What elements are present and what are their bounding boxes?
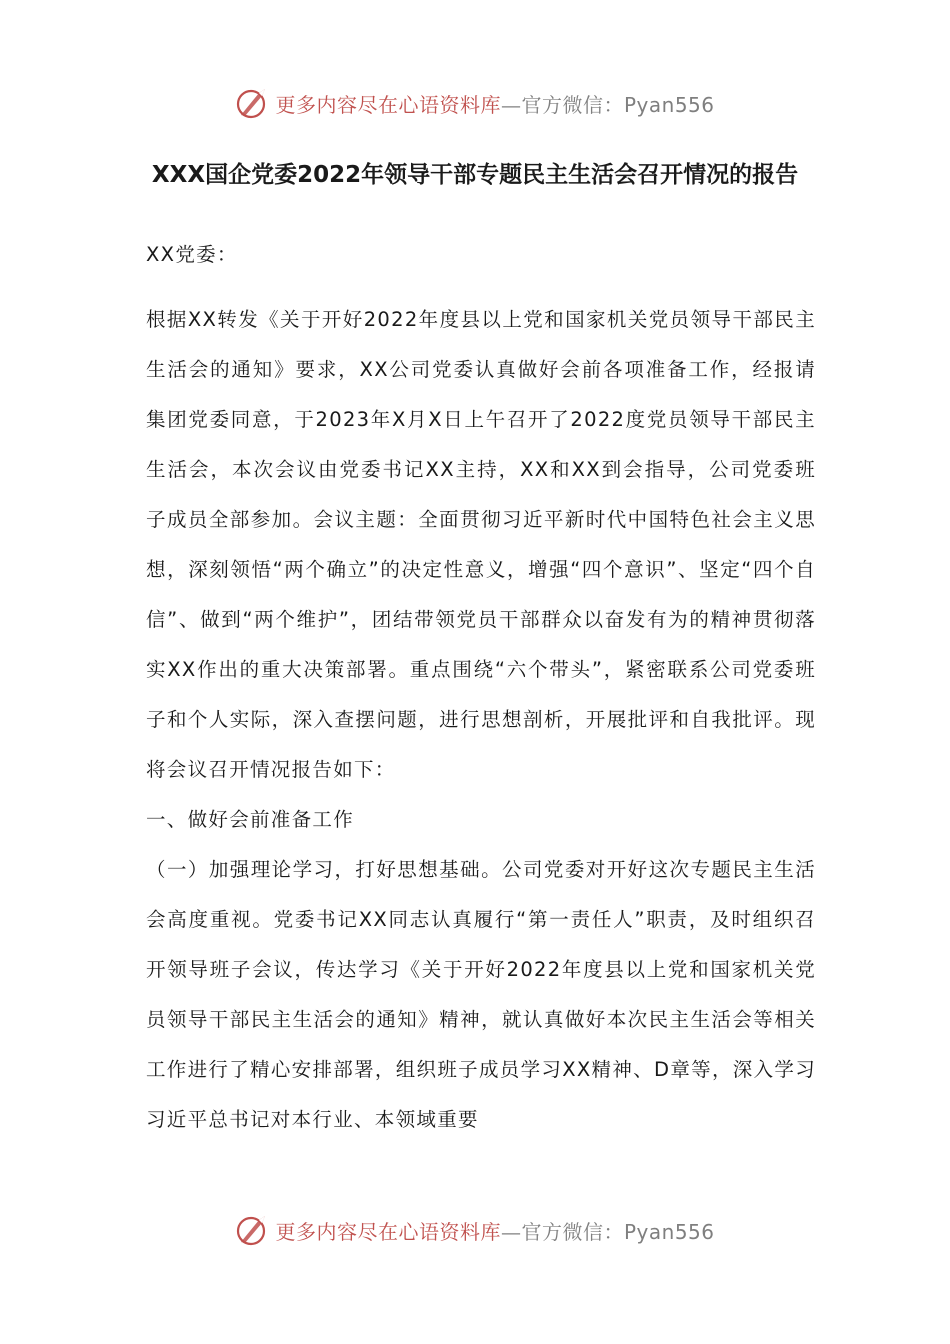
watermark-banner-top (0, 83, 950, 123)
section-heading: 一、做好会前准备工作 (146, 808, 355, 831)
paragraph: 根据XX转发《关于开好2022年度县以上党和国家机关党员领导干部民主生活会的通知》要求，XX公司党委认真做好会前各项准备工作，经报请集团党委同意，于2023年X月X日上午召开了2022度党员领导干部民主生活会，本次会议由党委书记XX主持，XX和XX到会指导，公司党委班子成员全部参加。会议主题：全面贯彻习近平新时代中国特色社会主义思想，深刻领悟“两个确立”的决定性意义，增强“四个意识”、坚定“四个自信”、做到“两个维护”，团结带领党员干部群众以奋发有为的精神贯彻落实XX作出的重大决策部署。重点围绕“六个带头”，紧密联系公司党委班子和个人实际，深入查摆问题，进行思想剖析，开展批评和自我批评。现将会议召开情况报告如下： (146, 308, 816, 781)
watermark-text: 更多内容尽在心语资料库—官方微信：Pyan556 (275, 92, 715, 117)
salutation: XX党委： (146, 243, 238, 266)
watermark-banner-bottom (0, 1210, 950, 1250)
pen-nib-circle-icon (235, 1212, 271, 1248)
pen-nib-circle-icon (235, 85, 271, 121)
document-title: XXX国企党委2022年领导干部专题民主生活会召开情况的报告 (151, 162, 799, 188)
watermark-text: 更多内容尽在心语资料库—官方微信：Pyan556 (275, 1219, 715, 1244)
paragraph: （一）加强理论学习，打好思想基础。公司党委对开好这次专题民主生活会高度重视。党委书记XX同志认真履行“第一责任人”职责，及时组织召开领导班子会议，传达学习《关于开好2022年度县以上党和国家机关党员领导干部民主生活会的通知》精神，就认真做好本次民主生活会等相关工作进行了精心安排部署，组织班子成员学习XX精神、D章等，深入学习习近平总书记对本行业、本领域重要 (146, 858, 816, 1131)
document-body (146, 295, 816, 1145)
